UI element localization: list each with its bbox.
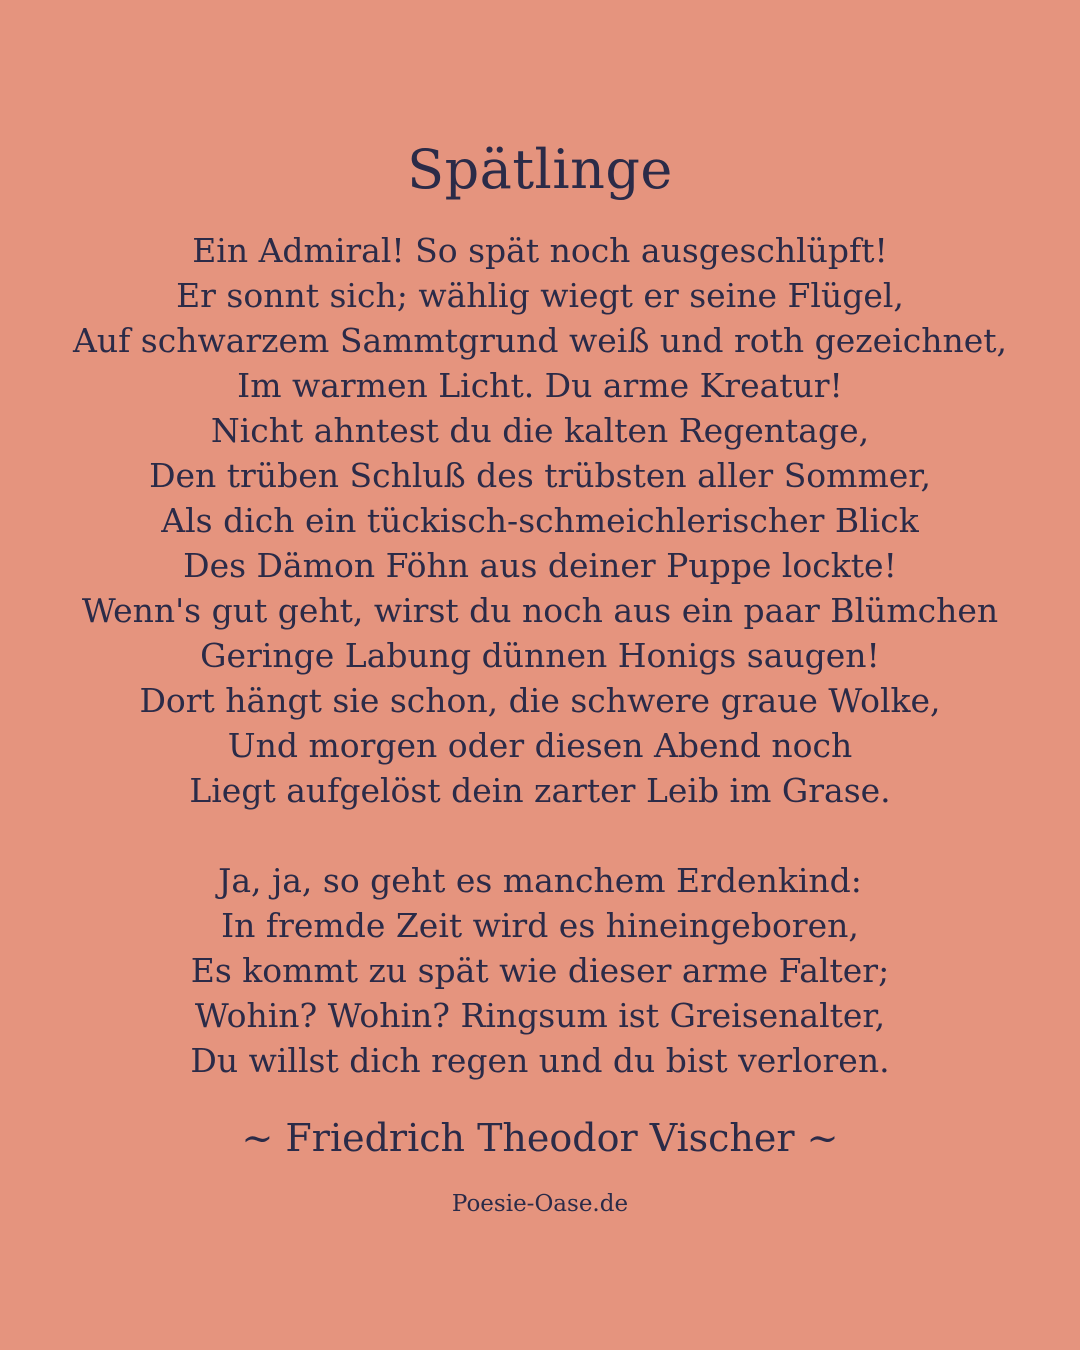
poem-line: Du willst dich regen und du bist verloren. <box>190 1041 890 1080</box>
poem-line: Im warmen Licht. Du arme Kreatur! <box>237 366 843 405</box>
poem-line: Geringe Labung dünnen Honigs saugen! <box>200 636 880 675</box>
poem-title: Spätlinge <box>407 138 673 201</box>
poem-line: Er sonnt sich; wählig wiegt er seine Flügel, <box>176 276 904 315</box>
poem-body <box>40 228 1040 1128</box>
poem-line: Des Dämon Föhn aus deiner Puppe lockte! <box>183 546 897 585</box>
poem-line: In fremde Zeit wird es hineingeboren, <box>221 906 859 945</box>
poem-line: Ein Admiral! So spät noch ausgeschlüpft! <box>192 231 888 270</box>
poem-author: ~ Friedrich Theodor Vischer ~ <box>241 1116 839 1160</box>
poem-line: Ja, ja, so geht es manchem Erdenkind: <box>218 861 862 900</box>
poem-line: Wohin? Wohin? Ringsum ist Greisenalter, <box>194 996 886 1035</box>
poem-line: Als dich ein tückisch-schmeichlerischer Blick <box>161 501 919 540</box>
poem-line: Den trüben Schluß des trübsten aller Sommer, <box>149 456 931 495</box>
poem-line: Nicht ahntest du die kalten Regentage, <box>210 411 870 450</box>
poem-line: Auf schwarzem Sammtgrund weiß und roth gezeichnet, <box>72 321 1008 360</box>
stanza-1 <box>40 228 1040 813</box>
poem-line: Wenn's gut geht, wirst du noch aus ein paar Blümchen <box>81 591 999 630</box>
stanza-2 <box>40 858 1040 1083</box>
poem-line: Liegt aufgelöst dein zarter Leib im Grase. <box>189 771 891 810</box>
poem-line: Dort hängt sie schon, die schwere graue Wolke, <box>139 681 941 720</box>
source-credit: Poesie-Oase.de <box>451 1191 629 1217</box>
poem-line: Es kommt zu spät wie dieser arme Falter; <box>190 951 890 990</box>
poem-line: Und morgen oder diesen Abend noch <box>227 726 853 765</box>
